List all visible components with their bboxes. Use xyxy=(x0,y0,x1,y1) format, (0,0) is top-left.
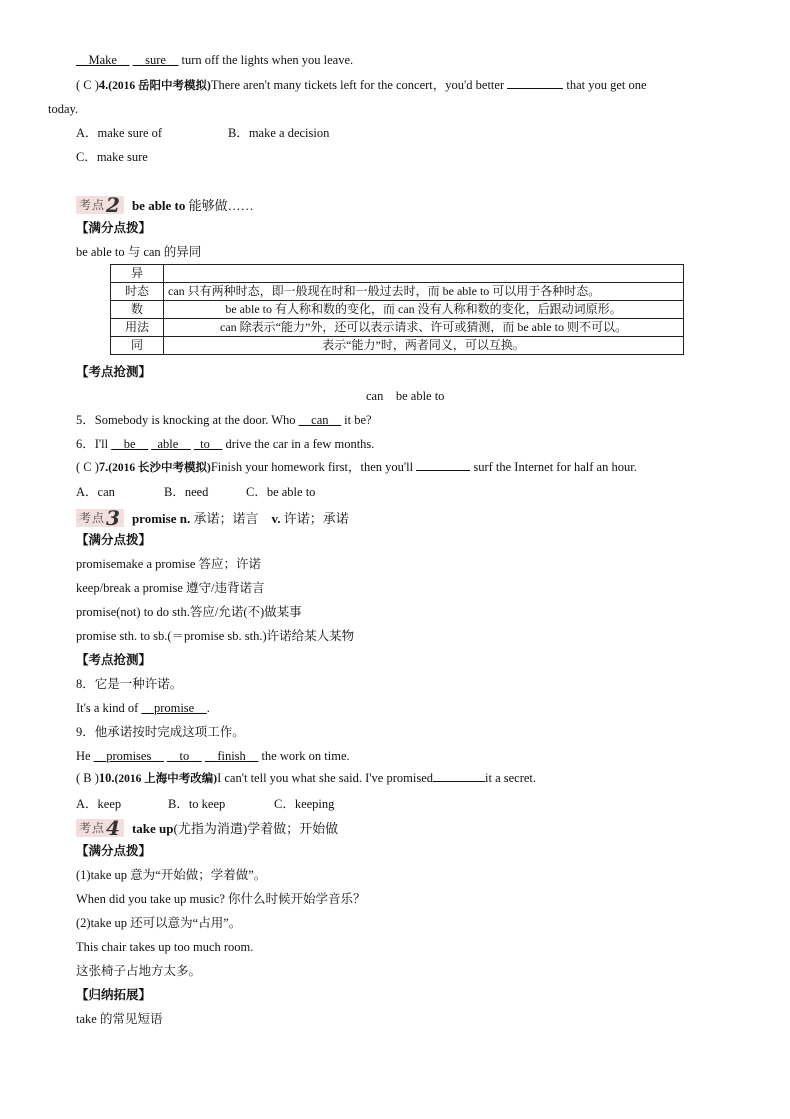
option-c: C．keeping xyxy=(274,797,335,811)
line-make-sure: __Make__ __sure__ turn off the lights when you leave. xyxy=(76,53,354,67)
question-4-continued: today. xyxy=(48,102,79,116)
option-c: C．be able to xyxy=(246,485,316,499)
comparison-subtitle: be able to 与 can 的异同 xyxy=(76,245,202,259)
section-heading-3: 考点 3 promise n. 承诺；诺言 v. 许诺；承诺 xyxy=(76,508,349,527)
option-c: C．make sure xyxy=(76,150,148,164)
option-b: B．to keep xyxy=(168,797,226,811)
question-9: He __promises__ __to__ __finish__ the work on time. xyxy=(76,749,350,763)
answer-blank[interactable] xyxy=(507,76,563,89)
section-tag: 考点 3 xyxy=(76,509,124,527)
table-row: 同 表示“能力”时，两者同义，可以互换。 xyxy=(111,337,684,355)
question-6: 6．I'll __be__ _able__ _to__ drive the car in a few months. xyxy=(76,437,375,451)
answer-blank[interactable] xyxy=(416,458,470,471)
usage-line: keep/break a promise 遵守/违背诺言 xyxy=(76,581,265,595)
tips-heading: 【满分点拨】 xyxy=(76,221,152,235)
tips-heading: 【满分点拨】 xyxy=(76,844,152,858)
question-9-prompt: 9．他承诺按时完成这项工作。 xyxy=(76,725,245,739)
usage-line: This chair takes up too much room. xyxy=(76,940,254,954)
usage-line: (1)take up 意为“开始做；学着做”。 xyxy=(76,868,267,882)
comparison-table xyxy=(110,264,684,355)
usage-line: promise sth. to sb.(＝promise sb. sth.)许诺给某人某物 xyxy=(76,629,355,643)
section-heading-2: 考点 2 be able to 能够做…… xyxy=(76,195,254,214)
section-heading-4: 考点 4 take up(尤指为消遣)学着做；开始做 xyxy=(76,818,338,837)
usage-line: (2)take up 还可以意为“占用”。 xyxy=(76,916,242,930)
test-heading: 【考点抢测】 xyxy=(76,365,152,379)
extension-line: take 的常见短语 xyxy=(76,1012,163,1026)
tips-heading: 【满分点拨】 xyxy=(76,533,152,547)
section-tag: 考点 2 xyxy=(76,196,124,214)
option-b: B．make a decision xyxy=(228,126,330,140)
extension-heading: 【归纳拓展】 xyxy=(76,988,152,1002)
question-10: ( B )10.(2016 上海中考改编)I can't tell you what she said. I've promised it a secret. xyxy=(76,771,537,785)
test-heading: 【考点抢测】 xyxy=(76,653,152,667)
answer-blank[interactable] xyxy=(433,769,485,782)
usage-line: promise(not) to do sth.答应/允诺(不)做某事 xyxy=(76,605,302,619)
question-8: It's a kind of __promise__. xyxy=(76,701,210,715)
question-7: ( C )7.(2016 长沙中考模拟)Finish your homework first，then you'll surf the Internet for half an hour. xyxy=(76,460,637,474)
word-hint: can be able to xyxy=(366,389,445,403)
option-b: B．need xyxy=(164,485,209,499)
section-tag: 考点 4 xyxy=(76,819,124,837)
option-a: A．make sure of xyxy=(76,126,163,140)
usage-line: promisemake a promise 答应；许诺 xyxy=(76,557,262,571)
usage-line: When did you take up music? 你什么时候开始学音乐？ xyxy=(76,892,366,906)
question-5: 5．Somebody is knocking at the door. Who __can__ it be? xyxy=(76,413,372,427)
question-4: ( C )4.(2016 岳阳中考模拟)There aren't many tickets left for the concert，you'd better that you get one xyxy=(76,78,647,92)
option-a: A．keep xyxy=(76,797,122,811)
option-a: A．can xyxy=(76,485,115,499)
usage-line: 这张椅子占地方太多。 xyxy=(76,964,202,978)
question-8-prompt: 8．它是一种许诺。 xyxy=(76,677,183,691)
table-row: 异 xyxy=(111,265,684,283)
table-row: 用法 can 除表示“能力”外，还可以表示请求、许可或猜测，而 be able to 则不可以。 xyxy=(111,319,684,337)
table-row: 数 be able to 有人称和数的变化，而 can 没有人称和数的变化，后跟动词原形。 xyxy=(111,301,684,319)
table-row: 时态 can 只有两种时态，即一般现在时和一般过去时，而 be able to 可以用于各种时态。 xyxy=(111,283,684,301)
